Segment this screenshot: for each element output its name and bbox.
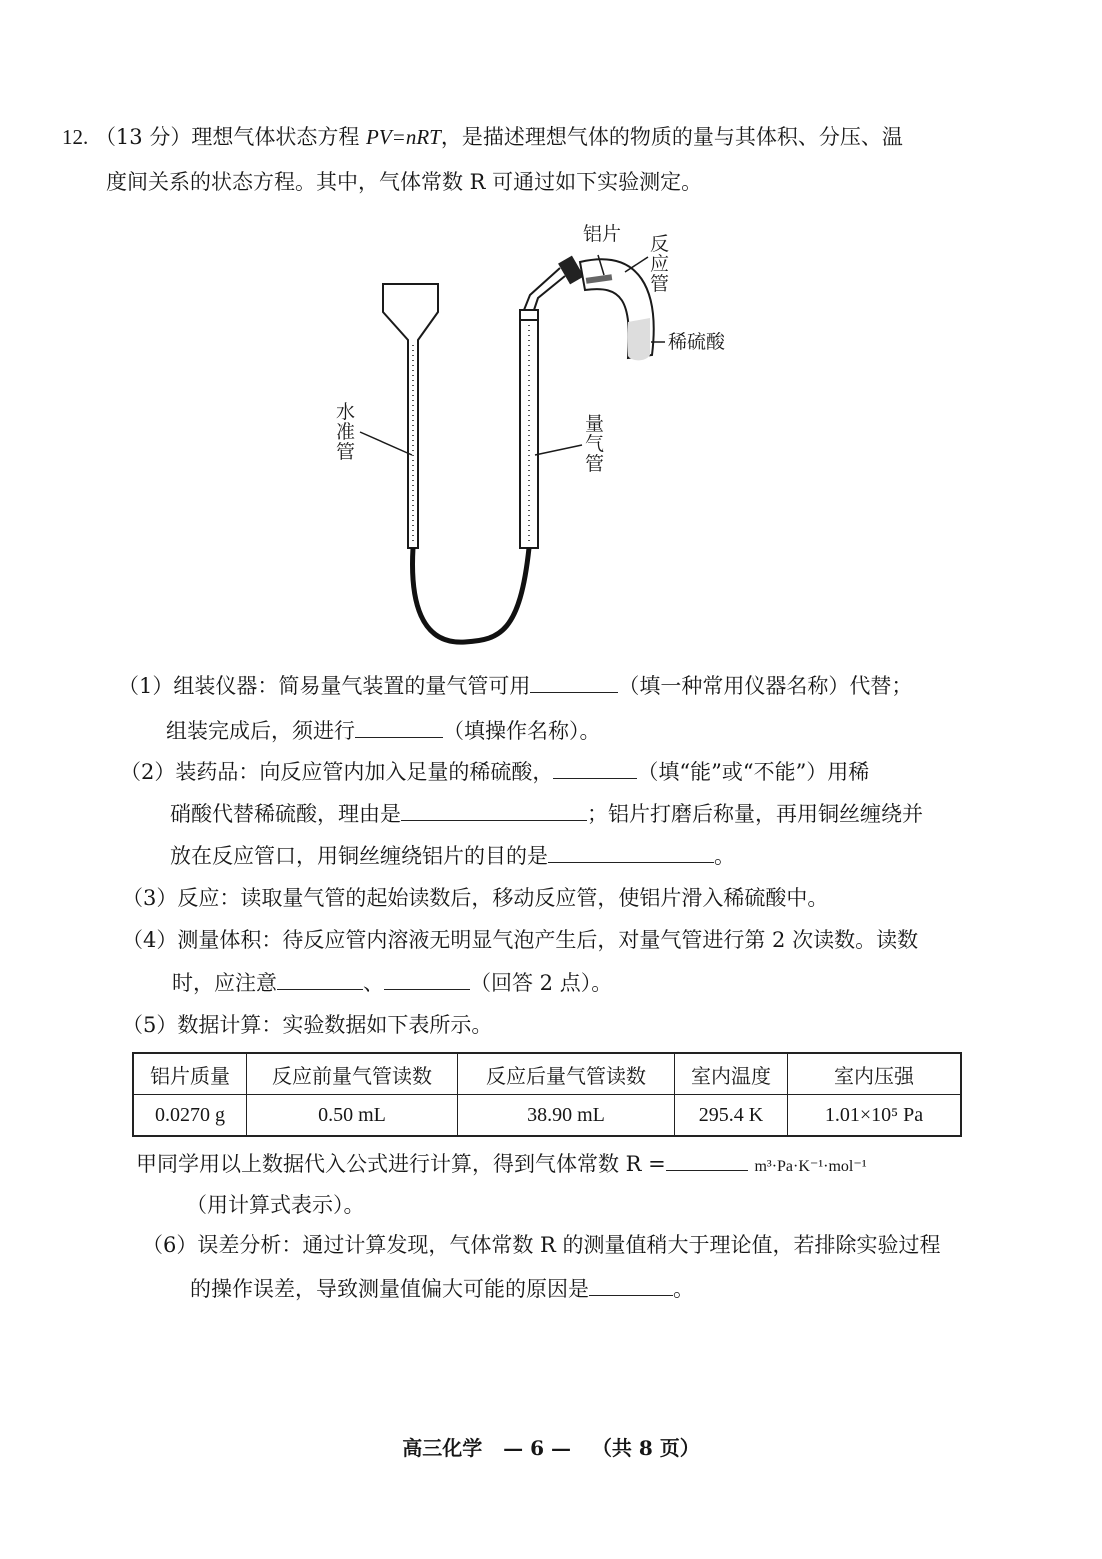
part2-line1 [120,756,869,787]
part4-line2 [172,967,612,998]
gas-burette [520,310,538,548]
table-header-cell: 反应后量气管读数 [458,1053,675,1095]
table-header-cell: 室内压强 [788,1053,962,1095]
stopper [558,256,584,285]
equation: PV=nRT [366,125,441,149]
question-line-2: 度间关系的状态方程。其中，气体常数 R 可通过如下实验测定。 [106,170,703,194]
part5-line: （5）数据计算：实验数据如下表所示。 [122,1013,493,1037]
part2-blank-1[interactable] [553,756,637,779]
part2-line3 [170,840,735,871]
dilute-acid [628,318,650,360]
part2-text-b: （填“能”或“不能”）用稀 [637,760,870,784]
part6-line1: （6）误差分析：通过计算发现，气体常数 R 的测量值稍大于理论值，若排除实验过程 [142,1233,941,1257]
table-cell: 1.01×10⁵ Pa [788,1095,962,1137]
part2-text-d: ；铝片打磨后称量，再用铜丝缠绕并 [587,802,923,826]
footer-page: — 6 — [503,1436,571,1460]
label-reaction-tube-2: 应 [650,253,670,275]
label-level-tube-3: 管 [336,441,356,463]
footer-subject: 高三化学 [402,1436,483,1460]
part5-after-line1 [136,1148,867,1182]
part1-text-c: 组装完成后，须进行 [166,719,355,743]
table-row [133,1095,961,1137]
part6-text-a: 的操作误差，导致测量值偏大可能的原因是 [190,1277,589,1301]
intro-text-a: 理想气体状态方程 [191,125,367,149]
part2-text-c: 硝酸代替稀硫酸，理由是 [170,802,401,826]
part5-after-line2: （用计算式表示）。 [186,1193,365,1217]
label-aluminum: 铝片 [583,223,622,245]
part1-text-a: （1）组装仪器：简易量气装置的量气管可用 [118,674,531,698]
label-reaction-tube-3: 管 [650,273,670,295]
table-cell: 0.0270 g [133,1095,247,1137]
label-gas-burette-2: 气 [585,433,605,455]
label-gas-burette-1: 量 [585,413,605,435]
part2-blank-2[interactable] [401,798,587,821]
label-level-tube-1: 水 [336,401,356,423]
label-reaction-tube-1: 反 [650,233,670,255]
label-gas-burette-3: 管 [585,453,605,475]
part2-text-f: 。 [714,844,735,868]
part1-line1 [118,670,912,701]
part1-blank-1[interactable] [530,670,618,693]
part2-text-e: 放在反应管口，用铜丝缠绕铝片的目的是 [170,844,548,868]
part1-line2 [166,715,601,746]
table-cell: 38.90 mL [458,1095,675,1137]
part2-line2 [170,798,923,829]
part1-blank-2[interactable] [355,715,443,738]
part2-text-a: （2）装药品：向反应管内加入足量的稀硫酸， [120,760,554,784]
rubber-hose [413,548,529,642]
page-footer [0,1432,1102,1461]
part3-line: （3）反应：读取量气管的起始读数后，移动反应管，使铝片滑入稀硫酸中。 [122,886,829,910]
question-score: （13 分） [94,125,192,149]
connector-tube [524,268,565,310]
part6-line2 [190,1273,694,1304]
part2-blank-3[interactable] [548,840,714,863]
part4-blank-2[interactable] [384,967,470,990]
label-dilute-acid: 稀硫酸 [668,331,726,353]
table-cell: 0.50 mL [247,1095,458,1137]
label-level-tube-2: 准 [336,421,356,443]
level-tube [383,284,438,548]
part4-blank-1[interactable] [277,967,363,990]
part6-text-b: 。 [673,1277,694,1301]
apparatus-diagram [0,0,1102,660]
part1-text-b: （填一种常用仪器名称）代替； [618,674,913,698]
part4-text-a: 时，应注意 [172,971,277,995]
part6-blank[interactable] [589,1273,673,1296]
part5-blank[interactable] [666,1148,748,1171]
part4-separator: 、 [363,971,384,995]
footer-total: （共 8 页） [591,1436,700,1460]
question-number: 12. [62,125,89,149]
part4-line1: （4）测量体积：待反应管内溶液无明显气泡产生后，对量气管进行第 2 次读数。读数 [122,928,919,952]
table-header-cell: 室内温度 [675,1053,788,1095]
table-header-cell: 反应前量气管读数 [247,1053,458,1095]
part1-text-d: （填操作名称）。 [443,719,601,743]
data-table [132,1052,962,1137]
table-cell: 295.4 K [675,1095,788,1137]
part5-unit: m³·Pa·K⁻¹·mol⁻¹ [754,1158,867,1175]
table-header-cell: 铝片质量 [133,1053,247,1095]
intro-text-b: ，是描述理想气体的物质的量与其体积、分压、温 [440,125,903,149]
table-header-row [133,1053,961,1095]
part5-text-a: 甲同学用以上数据代入公式进行计算，得到气体常数 R = [136,1152,666,1176]
part4-text-b: （回答 2 点）。 [470,971,613,995]
